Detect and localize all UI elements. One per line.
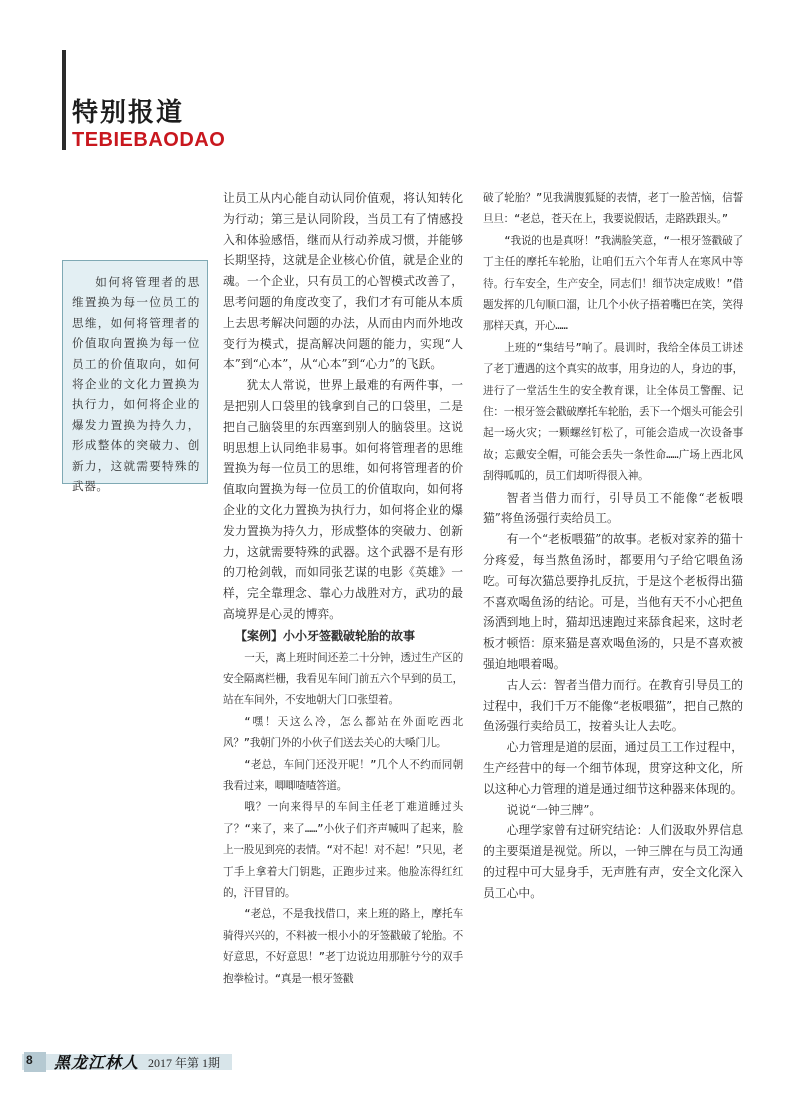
story-paragraph: “我说的也是真呀！”我满脸笑意，“一根牙签戳破了丁主任的摩托车轮胎，让咱们五六个年青人在寒风中等待。行车安全，生产安全，同志们！细节决定成败！”借题发挥的几句顺口溜，让几个小伙子捂着嘴巴在笑，笑得那样天真，开心……	[483, 234, 743, 333]
page-number: 8	[26, 1053, 33, 1067]
article-column-1	[223, 188, 463, 990]
section-pinyin-title: TEBIEBAODAO	[72, 129, 226, 151]
story-paragraph: 破了轮胎？”见我满腹狐疑的表情，老丁一脸苦恼，信誓旦旦：“老总，苍天在上，我要说假话，走路跌跟头。”	[483, 192, 743, 226]
article-paragraph: 智者当借力而行，引导员工不能像“老板喂猫”将鱼汤强行卖给员工。	[483, 490, 743, 526]
article-paragraph: 说说“一钟三牌”。	[506, 802, 602, 817]
magazine-name: 黑龙江林人	[54, 1053, 140, 1072]
case-heading: 【案例】小小牙签戳破轮胎的故事	[235, 628, 416, 643]
section-title: 特别报道	[72, 98, 185, 128]
story-paragraph: 一天，离上班时间还差二十分钟，透过生产区的安全隔离栏栅，我看见车间门前五六个早到的员工，站在车间外，不安地朝大门口张望着。	[223, 651, 463, 707]
story-paragraph: “嘿！天这么冷，怎么都站在外面吃西北风？”我朝门外的小伙子们送去关心的大嗓门儿。	[223, 715, 463, 750]
page-footer	[0, 1050, 793, 1072]
story-paragraph: 上班的“集结号”响了。晨训时，我给全体员工讲述了老丁遭遇的这个真实的故事，用身边的人，身边的事，进行了一堂活生生的安全教育课，让全体员工警醒、记住：一根牙签会戳破摩托车轮胎，丢下一个烟头可能会引起一场火灾；一颗螺丝钉松了，可能会造成一次设备事故；忘戴安全帽，可能会丢失一条性命……广场上西北风刮得呱呱的，员工们却听得很入神。	[483, 341, 743, 483]
story-paragraph: “老总，不是我找借口，来上班的路上，摩托车骑得兴兴的，不料被一根小小的牙签戳破了轮胎。不好意思，不好意思！”老丁边说边用那脏兮兮的双手抱拳检讨。“真是一根牙签戳	[223, 908, 463, 985]
article-paragraph: 让员工从内心能自动认同价值观，将认知转化为行动；第三是认同阶段，当员工有了情感投入和体验感悟，继而从行动养成习惯，并能够长期坚持，这就是企业核心价值，就是企业的魂。一个企业，只有员工的心智模式改善了，思考问题的角度改变了，我们才有可能从本质上去思考解决问题的办法，从而由内而外地改变行为模式，提高解决问题的能力，实现“人本”到“心本”，从“心本”到“心力”的飞跃。	[223, 191, 463, 372]
story-paragraph: “老总，车间门还没开呢！”几个人不约而同朝我看过来，唧唧喳喳答道。	[223, 758, 463, 792]
article-paragraph: 有一个“老板喂猫”的故事。老板对家养的猫十分疼爱，每当熬鱼汤时，都要用勺子给它喂鱼汤吃。可每次猫总要挣扎反抗，于是这个老板得出猫不喜欢喝鱼汤的结论。可是，当他有天不小心把鱼汤洒到地上时，猫却迅速跑过来舔食起来，这时老板才顿悟：原来猫是喜欢喝鱼汤的，只是不喜欢被强迫地喂着喝。	[483, 532, 743, 672]
pullquote-box	[62, 260, 208, 494]
article-paragraph: 心力管理是道的层面，通过员工工作过程中，生产经营中的每一个细节体现，贯穿这种文化，所以这种心力管理的道是通过细节这种器来体现的。	[483, 740, 743, 796]
article-column-2	[483, 188, 743, 904]
issue-label: 2017 年第 1期	[148, 1056, 221, 1070]
article-paragraph: 犹太人常说，世界上最难的有两件事，一是把别人口袋里的钱拿到自己的口袋里，二是把自己脑袋里的东西塞到别人的脑袋里。这说明思想上认同绝非易事。如何将管理者的思维置换为每一位员工的思维，如何将管理者的价值取向置换为每一位员工的价值取向，如何将企业的文化力置换为执行力，如何将企业的爆发力置换为持久力，形成整体的突破力、创新力，这就需要特殊的武器。这个武器不是有形的刀枪剑戟，而如同张艺谋的电影《英雄》一样，完全靠理念、靠心力战胜对方，武功的最高境界是心灵的博弈。	[223, 378, 463, 621]
section-accent-bar	[62, 50, 66, 150]
article-paragraph: 心理学家曾有过研究结论：人们汲取外界信息的主要渠道是视觉。所以，一钟三牌在与员工沟通的过程中可大显身手，无声胜有声，安全文化深入员工心中。	[483, 823, 743, 900]
article-paragraph: 古人云：智者当借力而行。在教育引导员工的过程中，我们千万不能像“老板喂猫”，把自己熬的鱼汤强行卖给员工，按着头让人去吃。	[483, 677, 743, 734]
story-paragraph: 哦？一向来得早的车间主任老丁难道睡过头了？“来了，来了……”小伙子们齐声喊叫了起来，脸上一股见到亮的表情。“对不起！对不起！”只见，老丁手上拿着大门钥匙，正跑步过来。他脸冻得红红的，汗冒冒的。	[223, 801, 463, 899]
pullquote-text: 如何将管理者的思维置换为每一位员工的思维，如何将管理者的价值取向置换为每一位员工的价值取向，如何将企业的文化力置换为执行力，如何将企业的爆发力置换为持久力，形成整体的突破力、创新力，这就需要特殊的武器。	[72, 275, 200, 494]
